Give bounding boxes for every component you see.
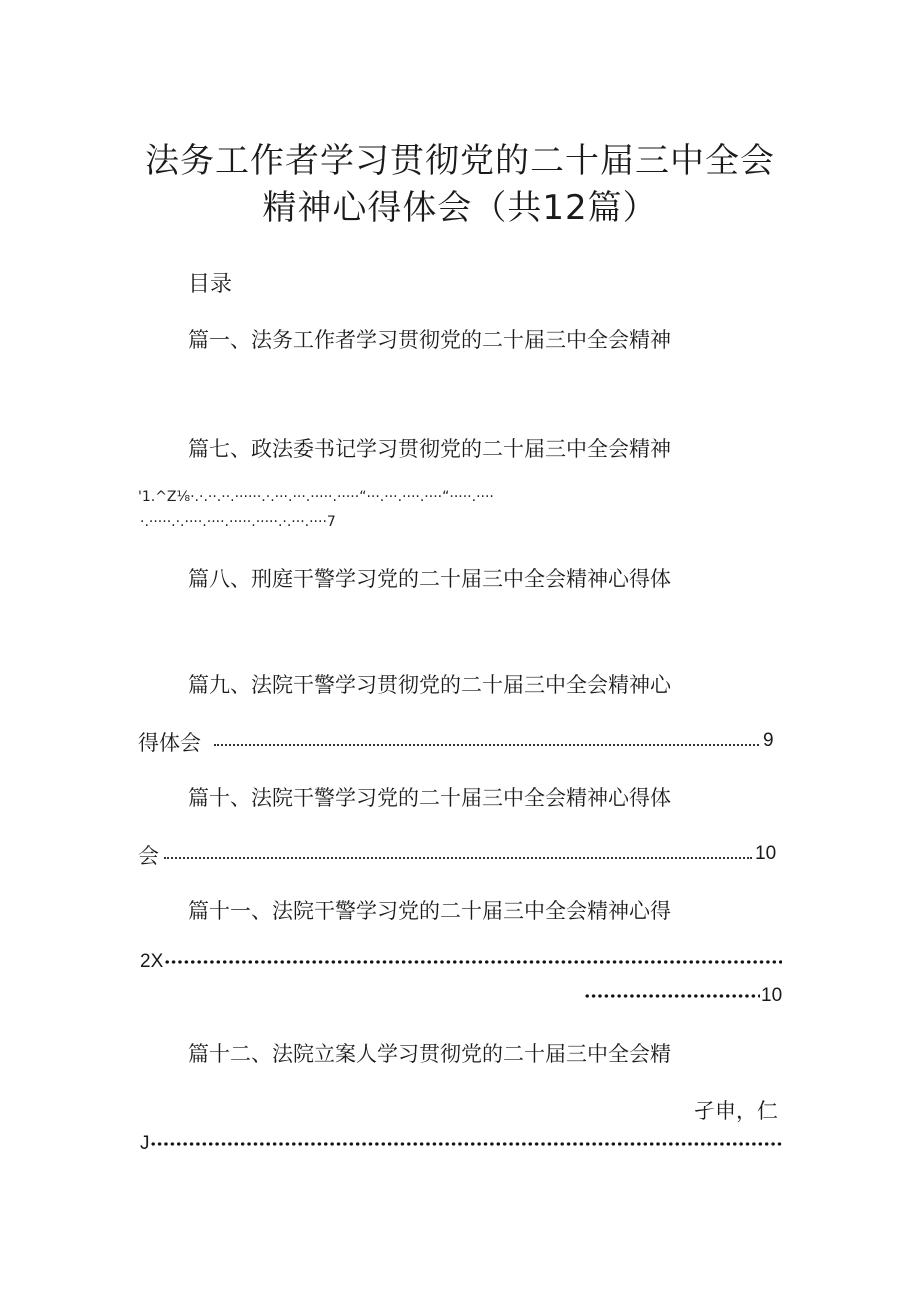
toc-entry-11-leader-1 <box>164 960 782 964</box>
toc-entry-11[interactable]: 篇十一、法院干警学习党的二十届三中全会精神心得 <box>188 899 671 923</box>
toc-entry-9[interactable]: 篇九、法院干警学习贯彻党的二十届三中全会精神心 <box>188 673 671 697</box>
toc-entry-1[interactable]: 篇一、法务工作者学习贯彻党的二十届三中全会精神 <box>188 328 671 352</box>
toc-entry-8[interactable]: 篇八、刑庭干警学习党的二十届三中全会精神心得体 <box>188 567 671 591</box>
toc-entry-10-page: 10 <box>755 843 777 864</box>
title-line-1: 法务工作者学习贯彻党的二十届三中全会 <box>145 141 775 181</box>
toc-entry-11-page: 10 <box>761 985 783 1006</box>
toc-entry-11-continuation: 2X <box>140 951 164 972</box>
toc-entry-12-continuation: J <box>140 1133 150 1154</box>
toc-entry-10-continuation: 会 <box>138 844 159 868</box>
toc-entry-9-continuation: 得体会 <box>138 731 201 755</box>
toc-entry-12-right-continuation: 孑申，仁 <box>694 1099 778 1123</box>
toc-entry-12[interactable]: 篇十二、法院立案人学习贯彻党的二十届三中全会精 <box>188 1042 671 1066</box>
toc-entry-10[interactable]: 篇十、法院干警学习党的二十届三中全会精神心得体 <box>188 786 671 810</box>
toc-entry-7[interactable]: 篇七、政法委书记学习贯彻党的二十届三中全会精神 <box>188 437 671 461</box>
toc-entry-12-leader <box>150 1142 782 1146</box>
toc-entry-9-leader <box>214 744 759 746</box>
toc-entry-7-garbled-line-1: '1.^Z⅛·.·.··.··.······.·.···.···.·····.·····“···.···.····.····“·····.···· <box>138 489 494 505</box>
toc-entry-9-page: 9 <box>763 730 774 751</box>
title-line-2: 精神心得体会（共12篇） <box>262 188 658 228</box>
toc-heading: 目录 <box>188 272 233 297</box>
toc-entry-10-leader <box>164 857 752 859</box>
toc-entry-11-leader-2 <box>584 994 760 998</box>
toc-entry-7-garbled-line-2: ·.·····.·.····.····.·····.·····.·.···.····7 <box>140 514 336 530</box>
